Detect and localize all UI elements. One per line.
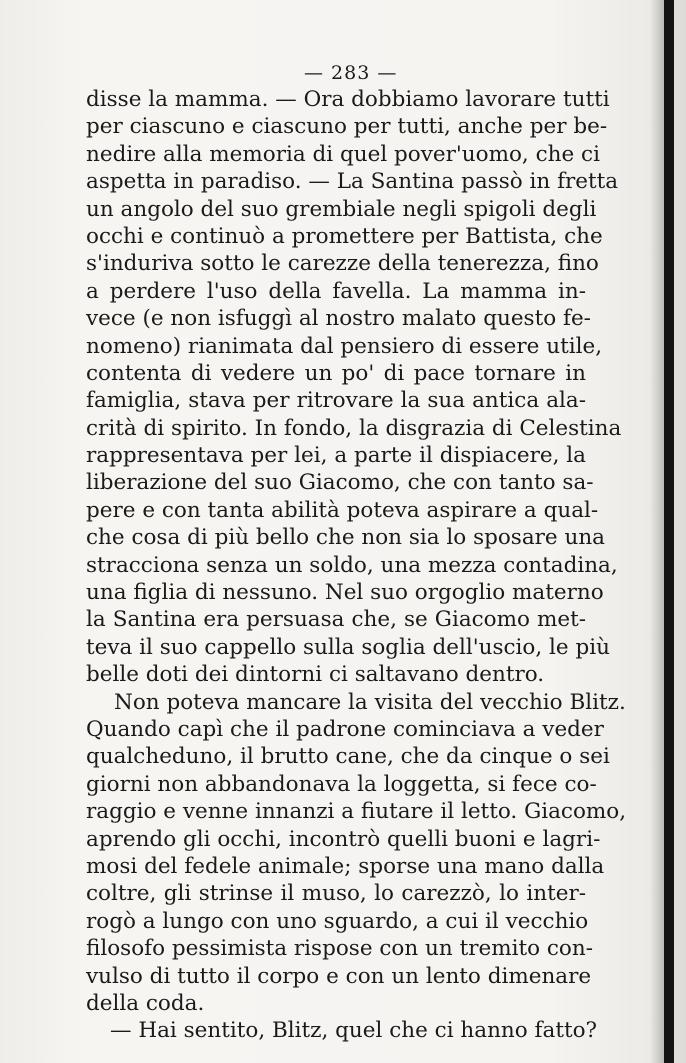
text-line: liberazione del suo Giacomo, che con tanto sa- <box>86 470 594 496</box>
binding-edge <box>664 0 674 1063</box>
page-number: — 283 — <box>304 62 398 84</box>
text-line: occhi e continuò a promettere per Battista, che <box>86 223 603 249</box>
text-line: un angolo del suo grembiale negli spigoli degli <box>86 196 597 222</box>
text-line: Quando capì che il padrone cominciava a veder <box>86 716 604 742</box>
text-line: la Santina era persuasa che, se Giacomo met- <box>86 607 586 633</box>
text-line: crità di spirito. In fondo, la disgrazia di Celestina <box>86 415 622 441</box>
text-line: Non poteva mancare la visita del vecchio Blitz. <box>114 689 626 715</box>
text-line: vulso di tutto il corpo e con un lento dimenare <box>86 963 592 989</box>
text-line: disse la mamma. — Ora dobbiamo lavorare tutti <box>86 87 610 112</box>
text-line: teva il suo cappello sulla soglia dell'uscio, le più <box>86 634 610 660</box>
text-line: pere e con tanta abilità poteva aspirare a qual- <box>86 497 599 523</box>
text-line: che cosa di più bello che non sia lo sposare una <box>86 525 606 551</box>
text-line: nomeno) rianimata dal pensiero di essere utile, <box>86 333 603 359</box>
text-line: s'induriva sotto le carezze della tenerezza, fino <box>86 251 599 277</box>
text-line: stracciona senza un soldo, una mezza contadina, <box>86 552 618 578</box>
text-line: una figlia di nessuno. Nel suo orgoglio materno <box>86 580 604 606</box>
text-line: — Hai sentito, Blitz, quel che ci hanno fatto? <box>110 1018 598 1044</box>
text-line: coltre, gli strinse il muso, lo carezzò, lo inter- <box>86 881 586 907</box>
text-line: contenta di vedere un po' di pace tornare in <box>86 360 586 386</box>
body-text <box>86 86 627 1045</box>
text-line: rappresentava per lei, a parte il dispiacere, la <box>86 443 586 469</box>
text-line: aspetta in paradiso. — La Santina passò in fretta <box>86 169 619 195</box>
text-line: filosofo pessimista rispose con un tremito con- <box>86 936 593 962</box>
text-line: famiglia, stava per ritrovare la sua antica ala- <box>86 388 586 414</box>
binding-shadow <box>650 0 664 1063</box>
text-line: nedire alla memoria di quel pover'uomo, che ci <box>86 141 600 167</box>
text-line: rogò a lungo con uno sguardo, a cui il vecchio <box>86 908 589 934</box>
text-line: qualcheduno, il brutto cane, che da cinque o sei <box>86 744 610 770</box>
text-line: vece (e non isfuggì al nostro malato questo fe- <box>86 306 591 332</box>
text-line: giorni non abbandonava la loggetta, si fece co- <box>86 771 597 797</box>
text-line: raggio e venne innanzi a fiutare il letto. Giacomo, <box>86 799 627 825</box>
text-line: della coda. <box>86 990 205 1016</box>
text-line: belle doti dei dintorni ci saltavano dentro. <box>86 662 545 688</box>
text-line: aprendo gli occhi, incontrò quelli buoni e lagri- <box>86 826 601 852</box>
text-line: per ciascuno e ciascuno per tutti, anche per be- <box>86 114 608 140</box>
text-line: mosi del fedele animale; sporse una mano dalla <box>86 853 605 879</box>
text-line: a perdere l'uso della favella. La mamma in- <box>86 278 586 304</box>
